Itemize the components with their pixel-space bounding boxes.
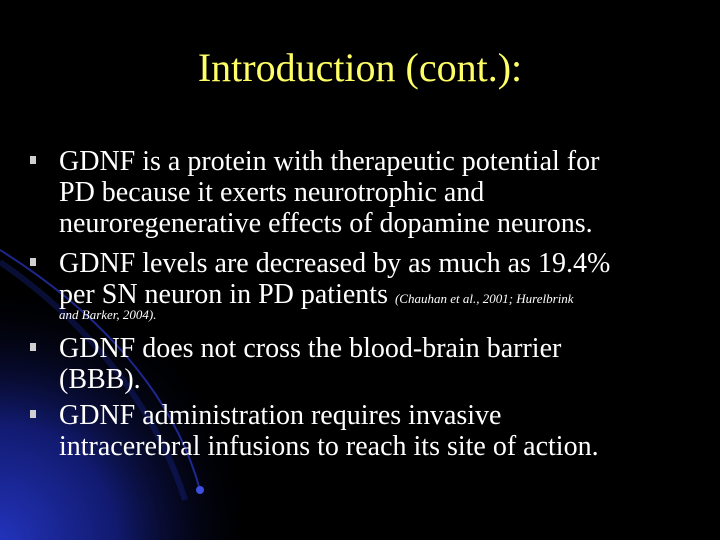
bullet-line: intracerebral infusions to reach its site of action. (59, 431, 599, 462)
bullet-text (59, 333, 699, 395)
square-bullet-icon (30, 258, 36, 266)
bullet-line: GDNF administration requires invasive (59, 400, 502, 431)
slide-title: Introduction (cont.): (197, 45, 523, 90)
bullet-line: (BBB). (59, 364, 141, 395)
bullet-line: GDNF is a protein with therapeutic potential for (59, 146, 600, 177)
citation-continued: and Barker, 2004). (59, 307, 157, 322)
bullet-text (59, 146, 699, 239)
bullet-line-text: per SN neuron in PD patients (59, 279, 388, 310)
square-bullet-icon (30, 343, 36, 351)
bullet-line: GDNF does not cross the blood-brain barrier (59, 333, 562, 364)
bullet-line: GDNF levels are decreased by as much as 19.4% (59, 248, 611, 279)
bullet-line: neuroregenerative effects of dopamine neurons. (59, 208, 593, 239)
citation: (Chauhan et al., 2001; Hurelbrink (394, 291, 574, 306)
bullet-text (59, 400, 699, 462)
bullet-line: PD because it exerts neurotrophic and (59, 177, 485, 208)
square-bullet-icon (30, 410, 36, 418)
square-bullet-icon (30, 156, 36, 164)
bullet-text (59, 248, 699, 314)
